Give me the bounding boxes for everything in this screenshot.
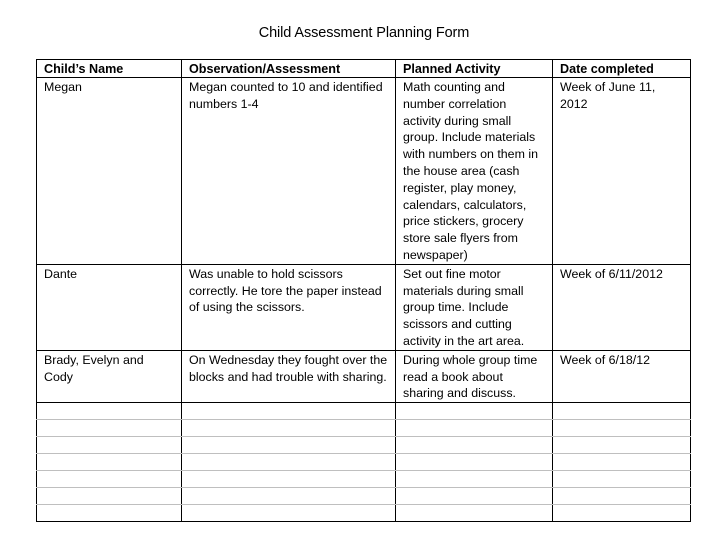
blank-cell <box>182 420 396 437</box>
blank-cell <box>396 505 553 522</box>
blank-cell <box>396 420 553 437</box>
blank-cell <box>553 420 691 437</box>
blank-row <box>37 403 691 420</box>
blank-cell <box>553 437 691 454</box>
cell-child-name: Brady, Evelyn and Cody <box>37 350 182 402</box>
cell-observation: Was unable to hold scissors correctly. He tore the paper instead of using the scissors. <box>182 264 396 350</box>
assessment-table <box>36 59 691 522</box>
blank-row <box>37 454 691 471</box>
cell-date-completed: Week of 6/18/12 <box>553 350 691 402</box>
blank-cell <box>396 471 553 488</box>
column-header-planned-activity: Planned Activity <box>396 60 553 78</box>
blank-cell <box>553 471 691 488</box>
blank-cell <box>37 505 182 522</box>
cell-child-name: Megan <box>37 78 182 265</box>
blank-cell <box>37 403 182 420</box>
blank-cell <box>553 488 691 505</box>
blank-row <box>37 420 691 437</box>
blank-cell <box>37 471 182 488</box>
blank-cell <box>37 420 182 437</box>
page-title: Child Assessment Planning Form <box>258 25 470 41</box>
blank-cell <box>182 471 396 488</box>
blank-cell <box>396 403 553 420</box>
blank-cell <box>396 488 553 505</box>
blank-row <box>37 505 691 522</box>
cell-planned-activity: Math counting and number correlation activity during small group. Include materials with numbers on them in the house area (cash register, play money, calendars, calculators, price stickers, grocery store sale flyers from newspaper) <box>396 78 553 265</box>
blank-cell <box>182 437 396 454</box>
blank-row <box>37 488 691 505</box>
cell-planned-activity: During whole group time read a book about sharing and discuss. <box>396 350 553 402</box>
blank-cell <box>37 454 182 471</box>
cell-date-completed: Week of 6/11/2012 <box>553 264 691 350</box>
blank-cell <box>553 505 691 522</box>
table-row <box>37 78 691 265</box>
column-header-date-completed: Date completed <box>553 60 691 78</box>
blank-cell <box>396 454 553 471</box>
blank-cell <box>37 437 182 454</box>
cell-child-name: Dante <box>37 264 182 350</box>
cell-observation: Megan counted to 10 and identified numbers 1-4 <box>182 78 396 265</box>
blank-cell <box>396 437 553 454</box>
blank-row <box>37 471 691 488</box>
table-row <box>37 264 691 350</box>
column-header-observation: Observation/Assessment <box>182 60 396 78</box>
blank-cell <box>553 454 691 471</box>
cell-date-completed: Week of June 11, 2012 <box>553 78 691 265</box>
cell-planned-activity: Set out fine motor materials during small group time. Include scissors and cutting activity in the art area. <box>396 264 553 350</box>
cell-observation: On Wednesday they fought over the blocks and had trouble with sharing. <box>182 350 396 402</box>
blank-cell <box>182 505 396 522</box>
table-row <box>37 350 691 402</box>
blank-cell <box>553 403 691 420</box>
blank-cell <box>182 403 396 420</box>
column-header-child-name: Child’s Name <box>37 60 182 78</box>
table-header-row <box>37 60 691 78</box>
blank-cell <box>37 488 182 505</box>
blank-row <box>37 437 691 454</box>
blank-cell <box>182 454 396 471</box>
blank-cell <box>182 488 396 505</box>
